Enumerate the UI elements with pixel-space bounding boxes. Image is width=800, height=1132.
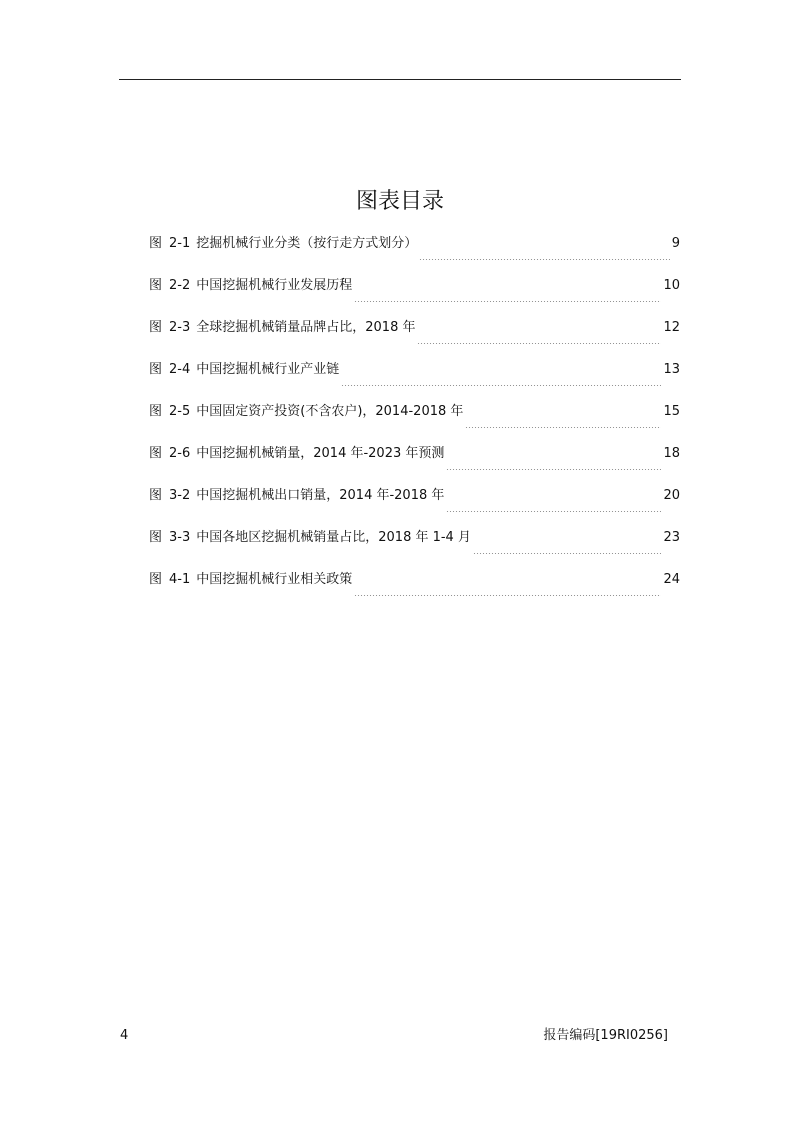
header-rule: [119, 79, 681, 80]
toc-entry-page: 18: [663, 446, 680, 461]
toc-leader-dots: [446, 511, 661, 512]
toc-entry-label: 图 2-1 挖掘机械行业分类（按行走方式划分）: [149, 236, 418, 251]
toc-list: [149, 233, 680, 611]
toc-entry-page: 20: [663, 488, 680, 503]
toc-leader-dots: [354, 595, 661, 596]
toc-entry[interactable]: [149, 233, 680, 275]
toc-entry[interactable]: [149, 485, 680, 527]
footer-report-code: 报告编码[19RI0256]: [543, 1028, 668, 1043]
toc-entry-label: 图 2-2 中国挖掘机械行业发展历程: [149, 278, 353, 293]
toc-entry-page: 23: [663, 530, 680, 545]
toc-leader-dots: [419, 259, 669, 260]
toc-entry-page: 10: [663, 278, 680, 293]
toc-leader-dots: [341, 385, 661, 386]
toc-entry-page: 24: [663, 572, 680, 587]
toc-entry[interactable]: [149, 359, 680, 401]
toc-leader-dots: [446, 469, 661, 470]
toc-leader-dots: [417, 343, 661, 344]
toc-entry[interactable]: [149, 569, 680, 611]
toc-leader-dots: [473, 553, 661, 554]
toc-title: 图表目录: [355, 189, 444, 214]
toc-entry-page: 12: [663, 320, 680, 335]
toc-leader-dots: [354, 301, 661, 302]
toc-entry-label: 图 3-3 中国各地区挖掘机械销量占比，2018 年 1-4 月: [149, 530, 471, 545]
toc-entry-label: 图 2-4 中国挖掘机械行业产业链: [149, 362, 340, 377]
toc-entry-label: 图 2-5 中国固定资产投资(不含农户)，2014-2018 年: [149, 404, 464, 419]
toc-entry-page: 13: [663, 362, 680, 377]
toc-entry-label: 图 4-1 中国挖掘机械行业相关政策: [149, 572, 353, 587]
toc-entry[interactable]: [149, 317, 680, 359]
toc-entry[interactable]: [149, 401, 680, 443]
toc-entry-label: 图 2-6 中国挖掘机械销量，2014 年-2023 年预测: [149, 446, 445, 461]
footer-page-number: 4: [120, 1028, 129, 1043]
toc-entry[interactable]: [149, 443, 680, 485]
toc-entry-label: 图 2-3 全球挖掘机械销量品牌占比，2018 年: [149, 320, 416, 335]
toc-entry-label: 图 3-2 中国挖掘机械出口销量，2014 年-2018 年: [149, 488, 445, 503]
toc-entry[interactable]: [149, 527, 680, 569]
toc-entry-page: 9: [671, 236, 680, 251]
toc-leader-dots: [465, 427, 661, 428]
toc-entry[interactable]: [149, 275, 680, 317]
toc-entry-page: 15: [663, 404, 680, 419]
